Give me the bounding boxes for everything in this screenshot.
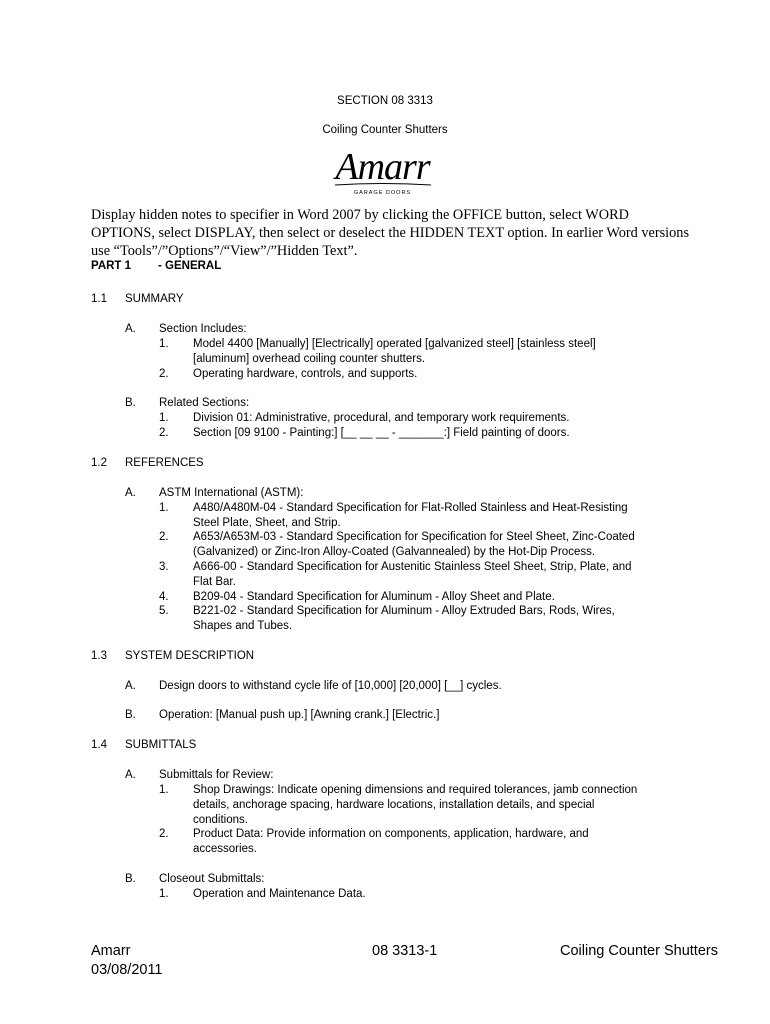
article-title: SUMMARY	[125, 293, 184, 305]
logo-swoosh-icon	[333, 182, 433, 188]
paragraph-title: Related Sections:	[159, 397, 250, 409]
article-title: SUBMITTALS	[125, 739, 197, 751]
item-text: Shapes and Tubes.	[193, 620, 293, 632]
hidden-notes-instruction: Display hidden notes to specifier in Word 2007 by clicking the OFFICE button, select WORD OPTIONS, select DISPLAY, then select or deselect the HIDDEN TEXT option. In earlier Word versions use “Tools”/”Options”/“View”/”Hidden Text”.	[91, 207, 690, 259]
item-number: 1.	[159, 502, 169, 514]
article-title: SYSTEM DESCRIPTION	[125, 650, 255, 662]
item-text: (Galvanized) or Zinc-Iron Alloy-Coated (Galvannealed) by the Hot-Dip Process.	[193, 546, 596, 558]
paragraph-text: Design doors to withstand cycle life of [10,000] [20,000] [__] cycles.	[159, 680, 502, 692]
paragraph-title: Closeout Submittals:	[159, 873, 265, 885]
paragraph-text: Operation: [Manual push up.] [Awning crank.] [Electric.]	[159, 709, 440, 721]
amarr-logo	[325, 146, 440, 202]
section-number: SECTION 08 3313	[337, 95, 433, 107]
item-text: Operating hardware, controls, and supports.	[193, 368, 418, 380]
item-text: A653/A653M-03 - Standard Specification for Specification for Steel Sheet, Zinc-Coated	[193, 531, 635, 543]
item-number: 4.	[159, 591, 169, 603]
paragraph-letter: A.	[125, 323, 136, 335]
paragraph-letter: B.	[125, 709, 136, 721]
item-text: Operation and Maintenance Data.	[193, 888, 366, 900]
part-number: PART 1	[91, 260, 132, 272]
item-text: B221-02 - Standard Specification for Aluminum - Alloy Extruded Bars, Rods, Wires,	[193, 605, 615, 617]
paragraph-title: Section Includes:	[159, 323, 247, 335]
article-number: 1.4	[91, 739, 107, 751]
paragraph-title: ASTM International (ASTM):	[159, 487, 304, 499]
item-text: accessories.	[193, 843, 257, 855]
paragraph-letter: A.	[125, 487, 136, 499]
item-text: Model 4400 [Manually] [Electrically] operated [galvanized steel] [stainless steel]	[193, 338, 596, 350]
article-number: 1.2	[91, 457, 107, 469]
footer-section-title: Coiling Counter Shutters	[560, 943, 718, 959]
logo-subtitle: GARAGE DOORS	[353, 190, 412, 196]
paragraph-letter: A.	[125, 769, 136, 781]
item-number: 1.	[159, 784, 169, 796]
item-text: A480/A480M-04 - Standard Specification for Flat-Rolled Stainless and Heat-Resisting	[193, 502, 628, 514]
item-text: B209-04 - Standard Specification for Aluminum - Alloy Sheet and Plate.	[193, 591, 555, 603]
item-text: Product Data: Provide information on components, application, hardware, and	[193, 828, 589, 840]
footer-page-number: 08 3313-1	[372, 943, 438, 959]
item-number: 2.	[159, 427, 169, 439]
article-title: REFERENCES	[125, 457, 204, 469]
footer-date: 03/08/2011	[91, 962, 163, 978]
paragraph-title: Submittals for Review:	[159, 769, 274, 781]
paragraph-letter: A.	[125, 680, 136, 692]
item-number: 1.	[159, 412, 169, 424]
item-number: 2.	[159, 828, 169, 840]
footer-company: Amarr	[91, 943, 131, 959]
item-text: [aluminum] overhead coiling counter shutters.	[193, 353, 426, 365]
item-text: A666-00 - Standard Specification for Austenitic Stainless Steel Sheet, Strip, Plate, and	[193, 561, 632, 573]
item-number: 1.	[159, 888, 169, 900]
item-text: details, anchorage spacing, hardware locations, installation details, and special	[193, 799, 595, 811]
paragraph-letter: B.	[125, 873, 136, 885]
item-text: Steel Plate, Sheet, and Strip.	[193, 517, 341, 529]
item-number: 2.	[159, 531, 169, 543]
item-text: Shop Drawings: Indicate opening dimensions and required tolerances, jamb connection	[193, 784, 638, 796]
logo-script: Amarr	[335, 146, 430, 188]
section-title: Coiling Counter Shutters	[322, 124, 448, 136]
item-text: Section [09 9100 - Painting:] [__ __ __ - _______:] Field painting of doors.	[193, 427, 570, 439]
paragraph-letter: B.	[125, 397, 136, 409]
item-text: Flat Bar.	[193, 576, 236, 588]
article-number: 1.1	[91, 293, 107, 305]
item-number: 3.	[159, 561, 169, 573]
part-heading	[91, 260, 221, 272]
item-text: Division 01: Administrative, procedural, and temporary work requirements.	[193, 412, 570, 424]
item-text: conditions.	[193, 814, 248, 826]
item-number: 5.	[159, 605, 169, 617]
part-title: - GENERAL	[158, 260, 222, 272]
item-number: 2.	[159, 368, 169, 380]
article-number: 1.3	[91, 650, 107, 662]
item-number: 1.	[159, 338, 169, 350]
